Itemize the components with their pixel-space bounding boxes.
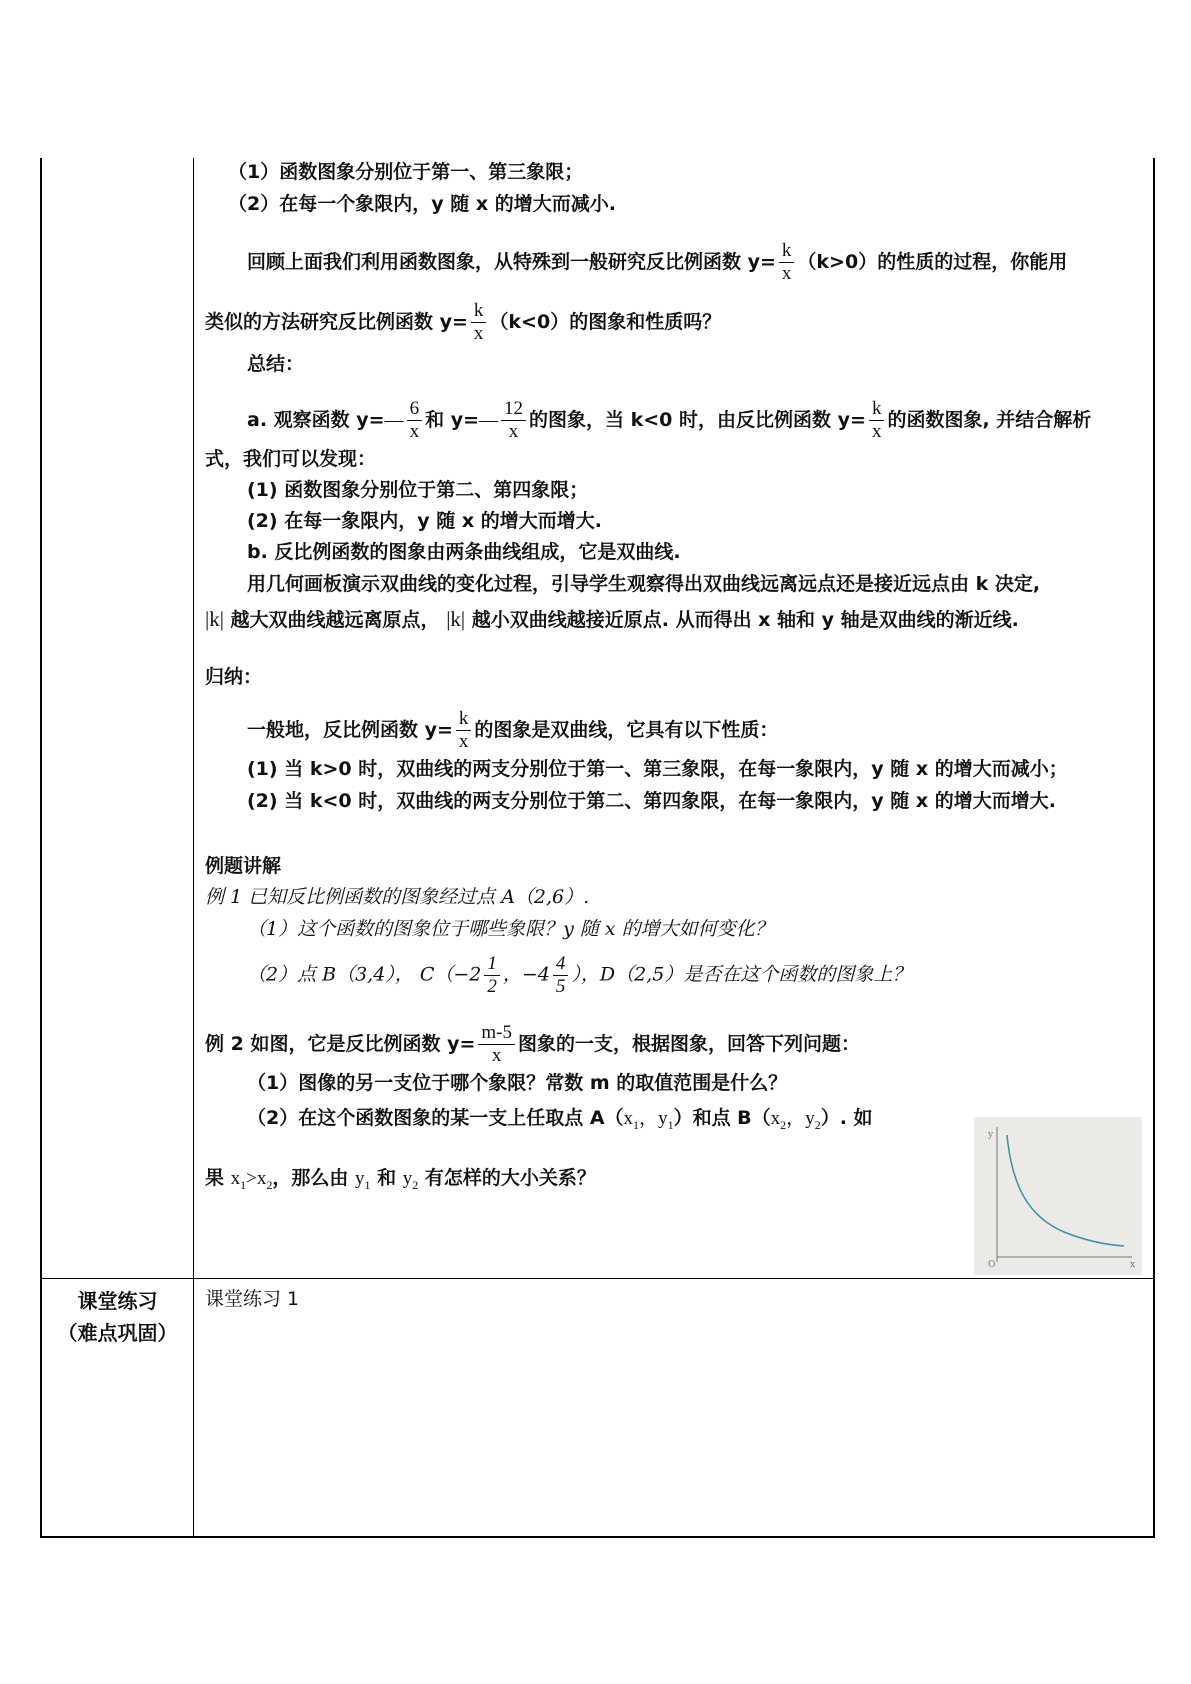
practice-item-1: 课堂练习 1 [205,1288,300,1310]
fraction-k-over-x: $\frac{k}{x}$ [456,708,472,753]
example-2-question-2: （2）在这个函数图象的某一支上任取点 $A(x_1$，$y_1$）和点 $B(x_2$，$y_2$）. 如 [247,1107,873,1132]
summary-a-continuation: 式，我们可以发现： [205,448,377,470]
fraction-m-minus-5-over-x: $\frac{m-5}{x}$ [478,1022,515,1067]
conclusion-property-2: (2) 当 k<0 时，双曲线的两支分别位于第二、第四象限，在每一象限内，y 随 x 的增大而增大. [247,790,1056,812]
review-paragraph-line-1: 回顾上面我们利用函数图象，从特殊到一般研究反比例函数 y= $\frac{k}{x}$ （k>0）的性质的过程，你能用 [247,240,1068,284]
demo-line-2: |k| 越大双曲线越远离原点， |k| 越小双曲线越接近原点. 从而得出 x 轴和 y 轴是双曲线的渐近线. [205,607,1019,631]
example-2-question-1: （1）图像的另一支位于哪个象限？常数 m 的取值范围是什么？ [247,1072,788,1094]
conclusion-general-line: 一般地，反比例函数 y= $\frac{k}{x}$ 的图象是双曲线，它具有以下性质： [247,708,779,752]
summary-b-line: b. 反比例函数的图象由两条曲线组成，它是双曲线. [247,541,681,563]
summary-a-line: a. 观察函数 y=— $\frac{6}{x}$ 和 y=— $\frac{12}{x}$ 的图象，当 k<0 时，由反比例函数 y= $\frac{k}{x}$ 的函数图象, 并结合解析 [247,398,1092,442]
fraction-1-over-2: $\frac{1}{2}$ [484,953,500,998]
row-divider [42,1278,1153,1279]
fraction-4-over-5: $\frac{4}{5}$ [553,953,569,998]
lesson-table [40,158,1155,1538]
examples-heading: 例题讲解 [205,855,282,877]
example-1-question-1: （1）这个函数的图象位于哪些象限？y 随 x 的增大如何变化？ [247,918,774,940]
example-2-statement: 例 2 如图，它是反比例函数 y= $\frac{m-5}{x}$ 图象的一支，根据图象，回答下列问题： [205,1022,860,1066]
x-axis-label: x [1130,1260,1136,1270]
summary-point-2: (2) 在每一象限内，y 随 x 的增大而增大. [247,510,602,532]
hyperbola-branch-curve [1007,1135,1124,1246]
practice-label: 课堂练习 [77,1289,158,1313]
y-axis-label: y [988,1130,994,1140]
fraction-12-over-x: $\frac{12}{x}$ [501,398,526,443]
property-line-1: （1）函数图象分别位于第一、第三象限； [228,161,584,183]
column-divider [193,158,194,1536]
origin-label: O [988,1260,996,1270]
summary-heading: 总结： [247,353,305,375]
fraction-k-over-x: $\frac{k}{x}$ [471,300,487,345]
hyperbola-figure [974,1117,1142,1275]
property-line-2: （2）在每一个象限内，y 随 x 的增大而减小. [228,193,616,215]
review-paragraph-line-2: 类似的方法研究反比例函数 y= $\frac{k}{x}$ （k<0）的图象和性质吗？ [205,300,722,344]
example-1-statement: 例 1 已知反比例函数的图象经过点 A（2,6）. [205,886,590,908]
practice-sublabel: （难点巩固） [57,1321,178,1345]
summary-point-1: (1) 函数图象分别位于第二、第四象限； [247,479,589,501]
hyperbola-graph [974,1117,1142,1275]
fraction-6-over-x: $\frac{6}{x}$ [407,398,423,443]
demo-line-1: 用几何画板演示双曲线的变化过程，引导学生观察得出双曲线远离远点还是接近远点由 k 决定, [247,573,1041,595]
conclusion-property-1: (1) 当 k>0 时，双曲线的两支分别位于第一、第三象限，在每一象限内，y 随 x 的增大而减小； [247,758,1068,780]
example-1-question-2: （2）点 B（3,4）， C（−2 $\frac{1}{2}$ ，−4 $\frac{4}{5}$ ），D（2,5）是否在这个函数的图象上？ [247,953,912,997]
fraction-k-over-x: $\frac{k}{x}$ [869,398,885,443]
fraction-k-over-x: $\frac{k}{x}$ [779,240,795,285]
example-2-question-2-continuation: 果 $x_1>x_2$，那么由 $y_1$ 和 $y_2$ 有怎样的大小关系？ [205,1167,596,1192]
conclusion-heading: 归纳： [205,666,263,688]
